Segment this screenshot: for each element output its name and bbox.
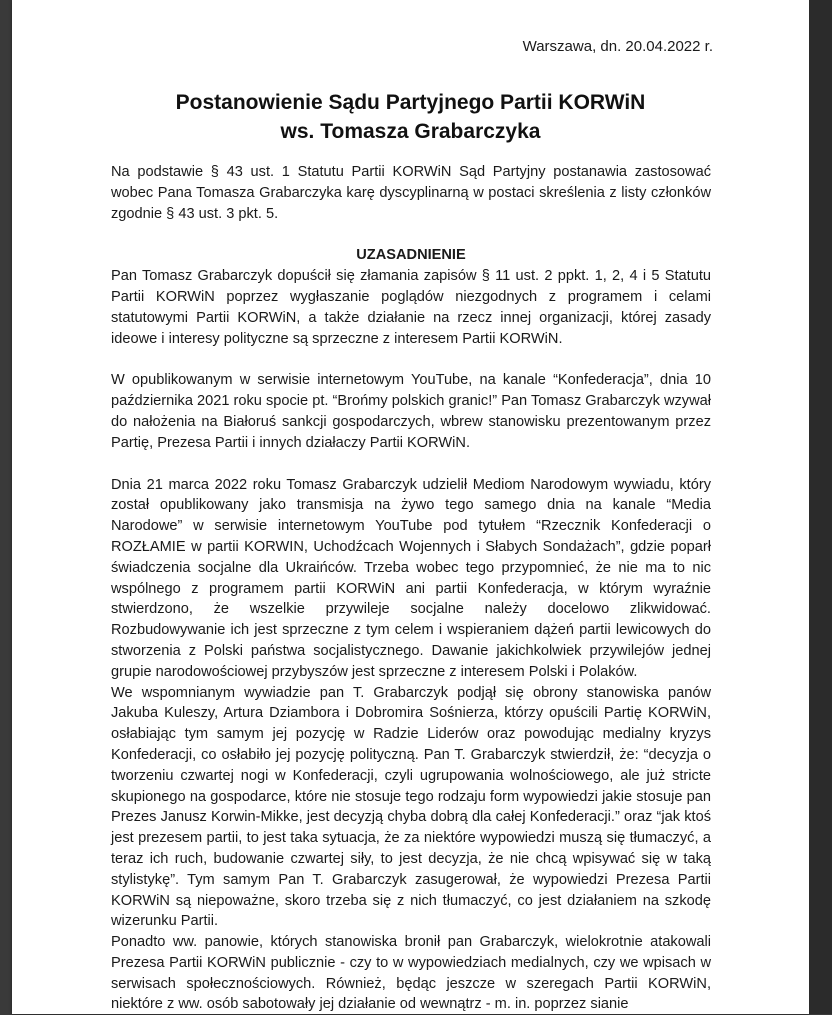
document-title [12,88,809,146]
title-line-1: Postanowienie Sądu Partyjnego Partii KORWiN [175,91,646,114]
intro-paragraph: Na podstawie § 43 ust. 1 Statutu Partii KORWiN Sąd Partyjny postanawia zastosować wobec Pana Tomasza Grabarczyka karę dyscyplinarną w postaci skreślenia z listy członków zgodnie § 43 ust. 3 pkt. 5. [111,164,711,222]
body-paragraph-5: Ponadto ww. panowie, których stanowiska bronił pan Grabarczyk, wielokrotnie atakowali Prezesa Partii KORWiN publicznie - czy to w wypowiedziach medialnych, czy we wpisach w serwisach społecznościowych. Również, będąc jeszcze w szeregach Partii KORWiN, niektóre z ww. osób sabotowały jej działanie od wewnątrz - m. in. poprzez sianie [111,934,711,1013]
body-paragraph-1: Pan Tomasz Grabarczyk dopuścił się złamania zapisów § 11 ust. 2 ppkt. 1, 2, 4 i 5 Statutu Partii KORWiN poprzez wygłaszanie poglądów niezgodnych z programem i celami statutowymi Partii KORWiN, a także działanie na rzecz innej organizacji, której zasady ideowe i interesy polityczne są sprzeczne z interesem Partii KORWiN. [111,268,711,347]
body-paragraph-4: We wspomnianym wywiadzie pan T. Grabarczyk podjął się obrony stanowiska panów Jakuba Kuleszy, Artura Dziambora i Dobromira Sośnierza, którzy opuścili Partię KORWiN, osłabiając tym samym jej pozycję w Radzie Liderów oraz powodując medialny kryzys Konfederacji, co osłabiło jej pozycję polityczną. Pan T. Grabarczyk stwierdził, że: “decyzja o tworzeniu czwartej nogi w Konfederacji, czyli ugrupowania wolnościowego, ale już stricte skupionego na gospodarce, które nie stosuje tego rodzaju form wypowiedzi jakie stosuje pan Prezes Janusz Korwin-Mikke, jest decyzją chyba dobrą dla całej Konfederacji.” oraz “jak ktoś jest prezesem partii, to jest taka sytuacja, że za niektóre wypowiedzi muszą się tłumaczyć, a teraz ich ruch, budowanie czwartej siły, to jest decyzja, że nie chcą wpisywać się w taką stylistykę”. Tym samym Pan T. Grabarczyk zasugerował, że wypowiedzi Prezesa Partii KORWiN są niepoważne, skoro trzeba się z nich tłumaczyć, co jest działaniem na szkodę wizerunku Partii. [111,684,711,930]
document-page [12,0,809,1014]
background-edge [809,0,832,1014]
section-heading: UZASADNIENIE [356,247,466,264]
title-line-2: ws. Tomasza Grabarczyka [280,120,541,143]
document-date: Warszawa, dn. 20.04.2022 r. [522,38,713,55]
body-paragraph-3: Dnia 21 marca 2022 roku Tomasz Grabarczyk udzielił Mediom Narodowym wywiadu, który został opublikowany jako transmisja na żywo tego samego dnia na kanale “Media Narodowe” w serwisie internetowym YouTube pod tytułem “Rzecznik Konfederacji o ROZŁAMIE w partii KORWIN, Uchodźcach Wojennych i Słabych Sondażach”, gdzie poparł świadczenia socjalne dla Ukraińców. Trzeba wobec tego przypomnieć, że nie ma to nic wspólnego z programem partii KORWiN ani partii Konfederacja, w którym wyraźnie stwierdzono, że wszelkie przywileje socjalne należy docelowo zlikwidować. Rozbudowywanie ich jest sprzeczne z tym celem i wspieraniem dążeń partii lewicowych do stworzenia z Polski państwa socjalistycznego. Dawanie jakichkolwiek przywilejów jednej grupie narodowościowej przybyszów jest sprzeczne z interesem Polski i Polaków. [111,476,711,680]
document-body [111,162,711,1015]
body-paragraph-2: W opublikowanym w serwisie internetowym YouTube, na kanale “Konfederacja”, dnia 10 października 2021 roku spocie pt. “Brońmy polskich granic!” Pan Tomasz Grabarczyk wzywał do nałożenia na Białoruś sankcji gospodarczych, wbrew stanowisku prezentowanym przez Partię, Prezesa Partii i innych działaczy Partii KORWiN. [111,372,711,451]
